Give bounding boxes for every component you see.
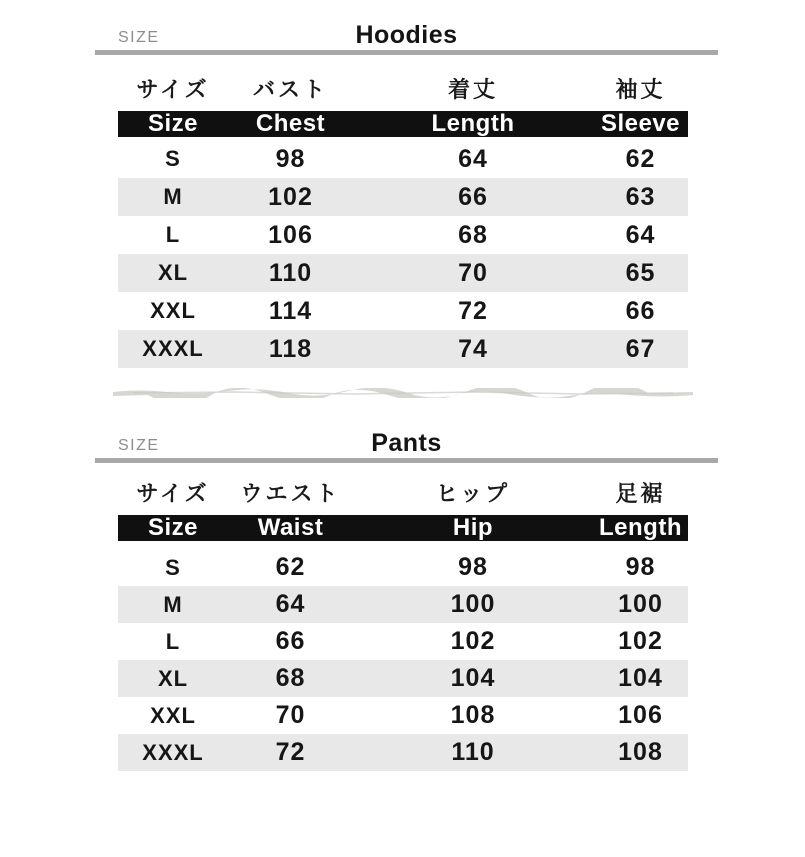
table-row (118, 140, 688, 178)
table-row (118, 734, 688, 771)
sleeve-cell: 62 (625, 144, 656, 173)
sleeve-cell: 67 (625, 334, 656, 363)
length-cell: 108 (618, 738, 663, 766)
sleeve-cell: 65 (625, 258, 656, 287)
chest-cell: 114 (268, 296, 313, 325)
size-cell: L (165, 628, 181, 654)
table-row (118, 330, 688, 368)
hoodies-jp-header-row (118, 55, 688, 107)
chest-cell: 98 (275, 144, 306, 173)
hoodies-en-header-bar (118, 111, 688, 137)
hoodies-jp-header-length: 着丈 (447, 77, 498, 102)
size-cell: XXL (150, 702, 196, 728)
size-cell: M (163, 591, 183, 617)
sleeve-cell: 66 (625, 296, 656, 325)
table-row (118, 254, 688, 292)
hip-cell: 104 (450, 664, 496, 692)
scribble-divider (113, 388, 693, 398)
length-cell: 102 (618, 627, 663, 655)
hoodies-en-header-size: Size (147, 110, 199, 137)
size-cell: S (165, 554, 181, 580)
pants-en-header-hip: Hip (452, 514, 494, 541)
length-cell: 74 (458, 334, 488, 363)
waist-cell: 72 (275, 738, 306, 766)
chest-cell: 106 (268, 220, 313, 249)
length-cell: 72 (458, 296, 488, 325)
waist-cell: 68 (275, 664, 306, 692)
chest-cell: 118 (268, 334, 313, 363)
pants-jp-header-hip: ヒップ (435, 481, 511, 506)
hip-cell: 98 (458, 553, 488, 581)
hoodies-en-header-length: Length (431, 110, 515, 137)
hoodies-en-header-chest: Chest (255, 110, 326, 137)
pants-size-chart (95, 426, 718, 771)
length-cell: 68 (458, 220, 488, 249)
hip-cell: 108 (450, 701, 496, 729)
pants-title: Pants (371, 429, 442, 457)
hoodies-size-chart (95, 18, 718, 368)
length-cell: 70 (458, 258, 488, 287)
pants-title-row (95, 426, 718, 458)
waist-cell: 64 (275, 590, 306, 618)
sleeve-cell: 63 (625, 182, 656, 211)
pants-jp-header-row (118, 463, 688, 511)
length-cell: 66 (458, 182, 488, 211)
size-cell: M (163, 184, 183, 209)
hoodies-rows (118, 140, 688, 368)
pants-jp-header-size: サイズ (136, 481, 210, 506)
sleeve-cell: 64 (625, 220, 656, 249)
table-row (118, 623, 688, 660)
waist-cell: 62 (275, 553, 306, 581)
pants-jp-header-waist: ウエスト (240, 481, 341, 506)
size-cell: XL (157, 260, 189, 285)
length-cell: 100 (618, 590, 663, 618)
hoodies-jp-header-sleeve: 袖丈 (615, 77, 666, 102)
table-row (118, 292, 688, 330)
size-cell: XXL (150, 298, 196, 323)
size-cell: L (165, 222, 181, 247)
hoodies-jp-header-bust: バスト (252, 77, 328, 102)
table-row (118, 549, 688, 586)
table-row (118, 178, 688, 216)
length-cell: 106 (618, 701, 663, 729)
size-cell: XL (157, 665, 189, 691)
pants-en-header-length: Length (599, 514, 682, 541)
hip-cell: 100 (450, 590, 496, 618)
size-cell: XXXL (142, 336, 204, 361)
hoodies-title: Hoodies (355, 21, 458, 49)
hoodies-title-row (95, 18, 718, 50)
pants-en-header-bar (118, 515, 688, 541)
hoodies-size-corner-label: SIZE (118, 29, 160, 46)
pants-table (118, 463, 688, 771)
pants-size-corner-label: SIZE (118, 437, 160, 454)
length-cell: 104 (618, 664, 663, 692)
table-row (118, 586, 688, 623)
length-cell: 98 (625, 553, 656, 581)
hip-cell: 110 (451, 738, 495, 766)
hip-cell: 102 (450, 627, 496, 655)
waist-cell: 70 (275, 701, 306, 729)
table-row (118, 216, 688, 254)
pants-en-header-size: Size (147, 514, 199, 541)
table-row (118, 660, 688, 697)
table-row (118, 697, 688, 734)
hoodies-table (118, 55, 688, 368)
chest-cell: 110 (268, 258, 313, 287)
hoodies-jp-header-size: サイズ (136, 77, 210, 102)
size-cell: XXXL (142, 739, 204, 765)
chest-cell: 102 (268, 182, 313, 211)
pants-en-header-waist: Waist (257, 514, 324, 541)
hoodies-en-header-sleeve: Sleeve (600, 110, 681, 137)
waist-cell: 66 (275, 627, 306, 655)
length-cell: 64 (458, 144, 488, 173)
pants-jp-header-hem: 足裾 (615, 481, 666, 506)
pants-rows (118, 549, 688, 771)
size-cell: S (165, 146, 181, 171)
